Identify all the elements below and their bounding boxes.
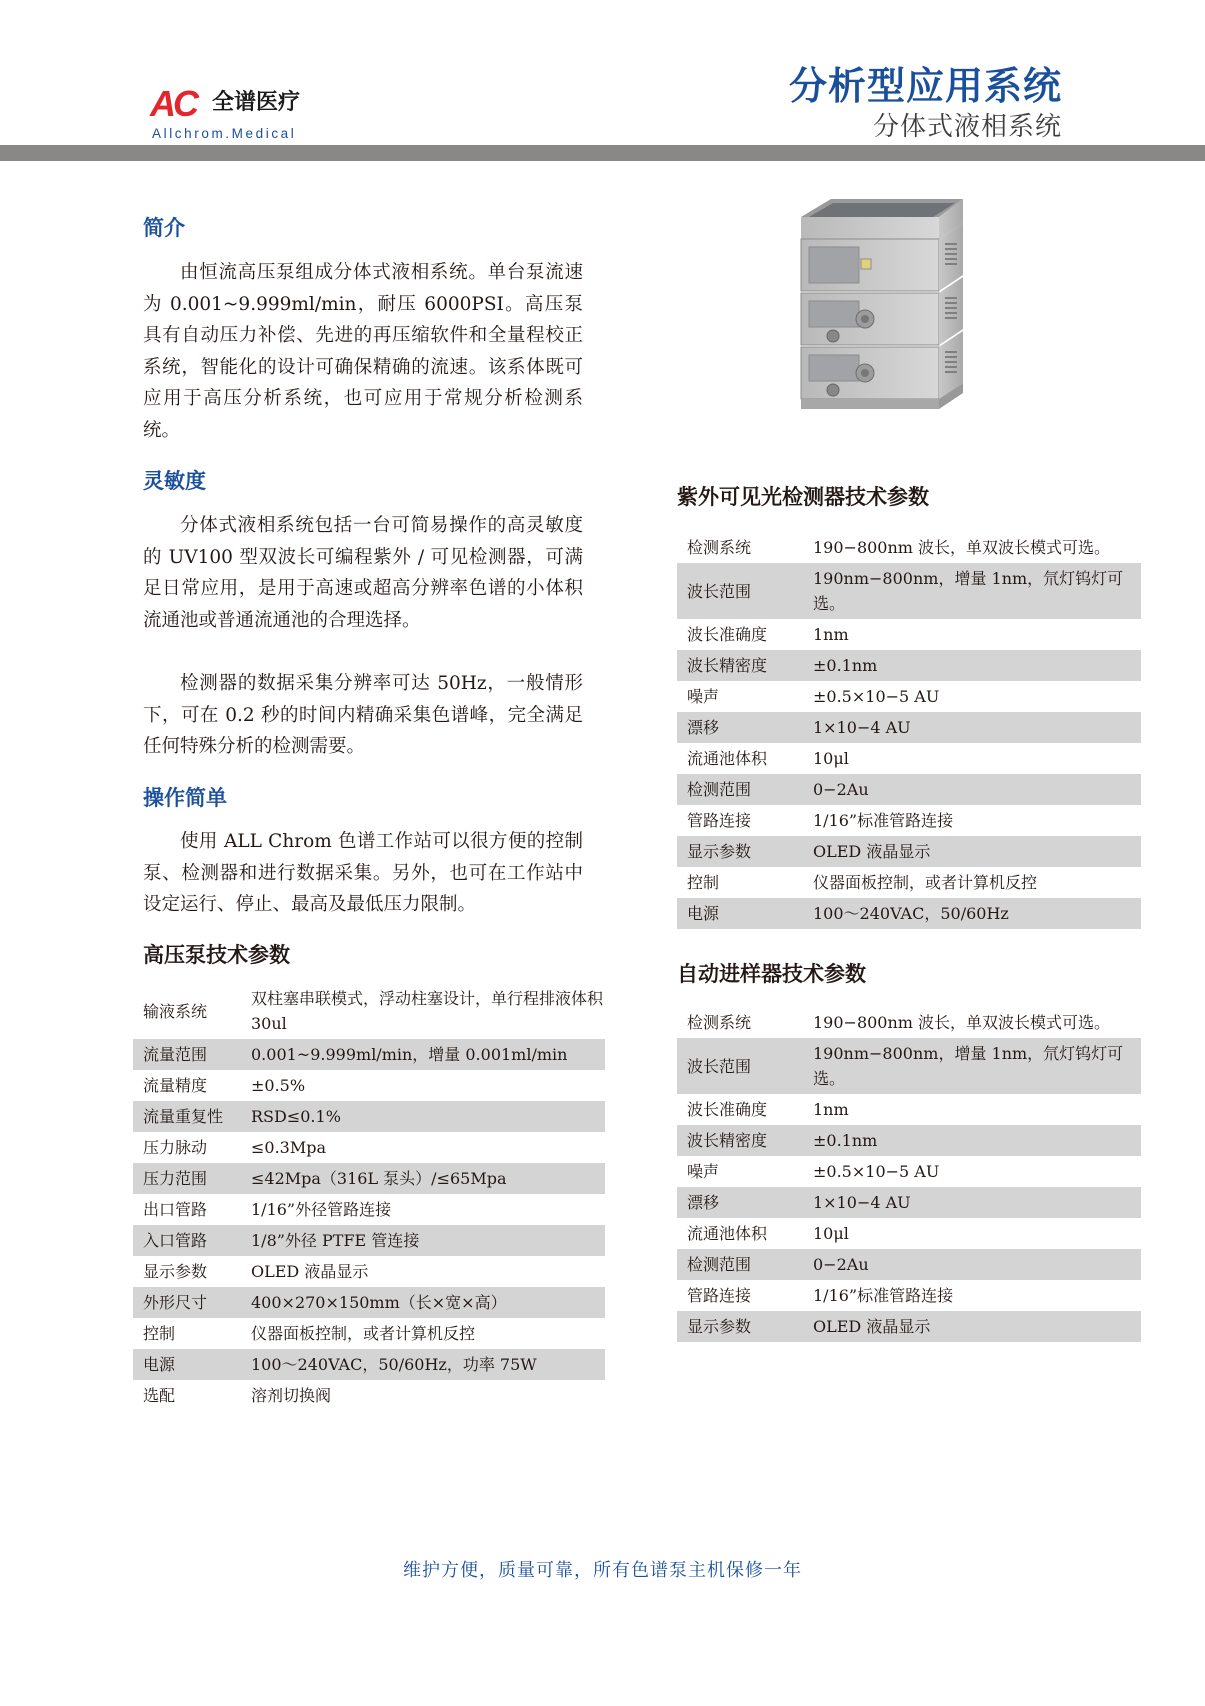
table-row: [677, 1125, 1141, 1156]
table-row: [133, 1039, 605, 1070]
table-row: [677, 1156, 1141, 1187]
logo-mark-icon: AC: [150, 83, 196, 124]
spec-value: 100～240VAC，50/60Hz: [803, 898, 1141, 929]
autosampler-spec-table: [677, 1007, 1141, 1342]
table-row: [677, 836, 1141, 867]
sensitivity-paragraph-1: 分体式液相系统包括一台可简易操作的高灵敏度的 UV100 型双波长可编程紫外 / 可见检测器，可满足日常应用，是用于高速或超高分辨率色谱的小体积流通池或普通流通池的合理选择。: [143, 515, 583, 631]
spec-value: 400×270×150mm（长×宽×高）: [241, 1287, 605, 1318]
spec-key: 检测范围: [677, 774, 803, 805]
spec-key: 检测系统: [687, 1013, 752, 1032]
sensitivity-paragraph-2: 检测器的数据采集分辨率可达 50Hz，一般情形下，可在 0.2 秒的时间内精确采集色谱峰，完全满足任何特殊分析的检测需要。: [143, 673, 583, 757]
spec-value: ±0.1nm: [803, 1125, 1141, 1156]
spec-key: 选配: [143, 1386, 176, 1405]
spec-key: 波长准确度: [687, 625, 768, 644]
intro-paragraph: 由恒流高压泵组成分体式液相系统。单台泵流速为 0.001~9.999ml/min，耐压 6000PSI。高压泵具有自动压力补偿、先进的再压缩软件和全量程校正系统，智能化的设计可确保精确的流速。该系体既可应用于高压分析系统，也可应用于常规分析检测系统。: [143, 262, 583, 441]
table-row: [677, 1311, 1141, 1342]
spec-value: 溶剂切换阀: [251, 1386, 332, 1405]
table-row: [677, 619, 1141, 650]
spec-value: 仪器面板控制，或者计算机反控: [251, 1324, 476, 1343]
spec-key: 出口管路: [143, 1200, 208, 1219]
spec-key: 流通池体积: [687, 749, 768, 768]
spec-value: OLED 液晶显示: [803, 1311, 1141, 1342]
table-row: [677, 1094, 1141, 1125]
spec-key: 压力脉动: [143, 1138, 208, 1157]
table-row: [677, 681, 1141, 712]
spec-key: 波长精密度: [677, 1125, 803, 1156]
spec-key: 电源: [677, 898, 803, 929]
spec-key: 流量精度: [143, 1076, 208, 1095]
spec-key: 显示参数: [143, 1262, 208, 1281]
spec-key: 波长范围: [677, 1038, 803, 1094]
spec-value: 1nm: [813, 1100, 849, 1119]
spec-value: 190−800nm 波长，单双波长模式可选。: [813, 538, 1111, 557]
page-subtitle: 分体式液相系统: [872, 112, 1062, 142]
spec-key: 流量范围: [133, 1039, 241, 1070]
table-row: [133, 1163, 605, 1194]
spec-value: ±0.5×10−5 AU: [813, 1162, 940, 1181]
spec-key: 波长准确度: [687, 1100, 768, 1119]
spec-key: 流通池体积: [687, 1224, 768, 1243]
spec-value: 0−2Au: [803, 1249, 1141, 1280]
spec-key: 波长精密度: [677, 650, 803, 681]
autosampler-table-title: 自动进样器技术参数: [677, 962, 866, 986]
spec-key: 管路连接: [687, 1286, 752, 1305]
spec-key: 漂移: [677, 1187, 803, 1218]
table-row: [677, 532, 1141, 563]
pump-table-title: 高压泵技术参数: [143, 943, 290, 967]
spec-value: ±0.5×10−5 AU: [813, 687, 940, 706]
spec-value: 仪器面板控制，或者计算机反控: [813, 873, 1038, 892]
spec-value: 10μl: [813, 1224, 849, 1243]
spec-key: 流量重复性: [133, 1101, 241, 1132]
spec-key: 输液系统: [143, 1001, 208, 1021]
table-row: [133, 1225, 605, 1256]
spec-value: RSD≤0.1%: [241, 1101, 605, 1132]
spec-value: 190−800nm 波长，单双波长模式可选。: [813, 1013, 1111, 1032]
table-row: [133, 1070, 605, 1101]
table-row: [677, 712, 1141, 743]
spec-value: 双柱塞串联模式，浮动柱塞设计，单行程排液体积 30ul: [251, 989, 604, 1033]
spec-key: 外形尺寸: [133, 1287, 241, 1318]
intro-heading: 简介: [143, 216, 185, 240]
spec-value: 1×10−4 AU: [803, 712, 1141, 743]
spec-key: 压力范围: [133, 1163, 241, 1194]
table-row: [677, 1218, 1141, 1249]
logo-english-name: Allchrom.Medical: [152, 126, 297, 141]
spec-key: 噪声: [687, 1162, 720, 1181]
table-row: [133, 1132, 605, 1163]
page-header: [0, 0, 1205, 165]
spec-value: 0−2Au: [803, 774, 1141, 805]
spec-key: 电源: [133, 1349, 241, 1380]
spec-value: ≤0.3Mpa: [251, 1138, 327, 1157]
spec-key: 噪声: [687, 687, 720, 706]
footer-slogan: 维护方便，质量可靠，所有色谱泵主机保修一年: [403, 1560, 802, 1581]
table-row: [677, 1038, 1141, 1094]
operation-paragraph: 使用 ALL Chrom 色谱工作站可以很方便的控制泵、检测器和进行数据采集。另外，也可在工作站中设定运行、停止、最高及最低压力限制。: [143, 831, 583, 915]
table-row: [677, 898, 1141, 929]
lc-system-image: [795, 195, 970, 427]
spec-value: 1/16”标准管路连接: [813, 811, 954, 830]
spec-key: 漂移: [677, 712, 803, 743]
table-row: [677, 1007, 1141, 1038]
spec-value: 190nm−800nm，增量 1nm，氘灯钨灯可选。: [803, 563, 1141, 619]
spec-key: 波长范围: [677, 563, 803, 619]
table-row: [133, 1318, 605, 1349]
spec-value: 1×10−4 AU: [803, 1187, 1141, 1218]
spec-key: 检测系统: [687, 538, 752, 557]
spec-value: 100～240VAC，50/60Hz，功率 75W: [241, 1349, 605, 1380]
company-logo: [150, 84, 330, 144]
spec-value: 1/16”标准管路连接: [813, 1286, 954, 1305]
table-row: [677, 743, 1141, 774]
table-row: [677, 1249, 1141, 1280]
spec-key: 管路连接: [687, 811, 752, 830]
spec-value: 10μl: [813, 749, 849, 768]
spec-key: 入口管路: [133, 1225, 241, 1256]
table-row: [133, 1380, 605, 1411]
logo-chinese-name: 全谱医疗: [212, 90, 301, 115]
table-row: [677, 805, 1141, 836]
table-row: [133, 1287, 605, 1318]
spec-key: 显示参数: [677, 836, 803, 867]
spec-key: 显示参数: [677, 1311, 803, 1342]
spec-value: 0.001~9.999ml/min，增量 0.001ml/min: [241, 1039, 605, 1070]
table-row: [133, 1256, 605, 1287]
table-row: [677, 563, 1141, 619]
header-divider-bar: [0, 145, 1205, 161]
spec-value: OLED 液晶显示: [251, 1262, 369, 1281]
spec-value: OLED 液晶显示: [803, 836, 1141, 867]
table-row: [133, 1349, 605, 1380]
table-row: [133, 983, 605, 1039]
table-row: [677, 867, 1141, 898]
spec-key: 控制: [143, 1324, 176, 1343]
spec-value: 1nm: [813, 625, 849, 644]
spec-value: 190nm−800nm，增量 1nm，氘灯钨灯可选。: [803, 1038, 1141, 1094]
spec-value: ±0.1nm: [803, 650, 1141, 681]
table-row: [677, 1280, 1141, 1311]
spec-key: 检测范围: [677, 1249, 803, 1280]
table-row: [133, 1194, 605, 1225]
page-title: 分析型应用系统: [788, 64, 1062, 108]
uv-table-title: 紫外可见光检测器技术参数: [677, 485, 929, 509]
pump-spec-table: [133, 983, 605, 1411]
table-row: [677, 650, 1141, 681]
spec-value: ±0.5%: [251, 1076, 306, 1095]
table-row: [677, 774, 1141, 805]
spec-key: 控制: [687, 873, 720, 892]
spec-value: ≤42Mpa（316L 泵头）/≤65Mpa: [241, 1163, 605, 1194]
table-row: [133, 1101, 605, 1132]
spec-value: 1/8”外径 PTFE 管连接: [241, 1225, 605, 1256]
operation-heading: 操作简单: [143, 786, 227, 810]
table-row: [677, 1187, 1141, 1218]
sensitivity-heading: 灵敏度: [143, 469, 206, 493]
uv-spec-table: [677, 532, 1141, 929]
spec-value: 1/16”外径管路连接: [251, 1200, 392, 1219]
